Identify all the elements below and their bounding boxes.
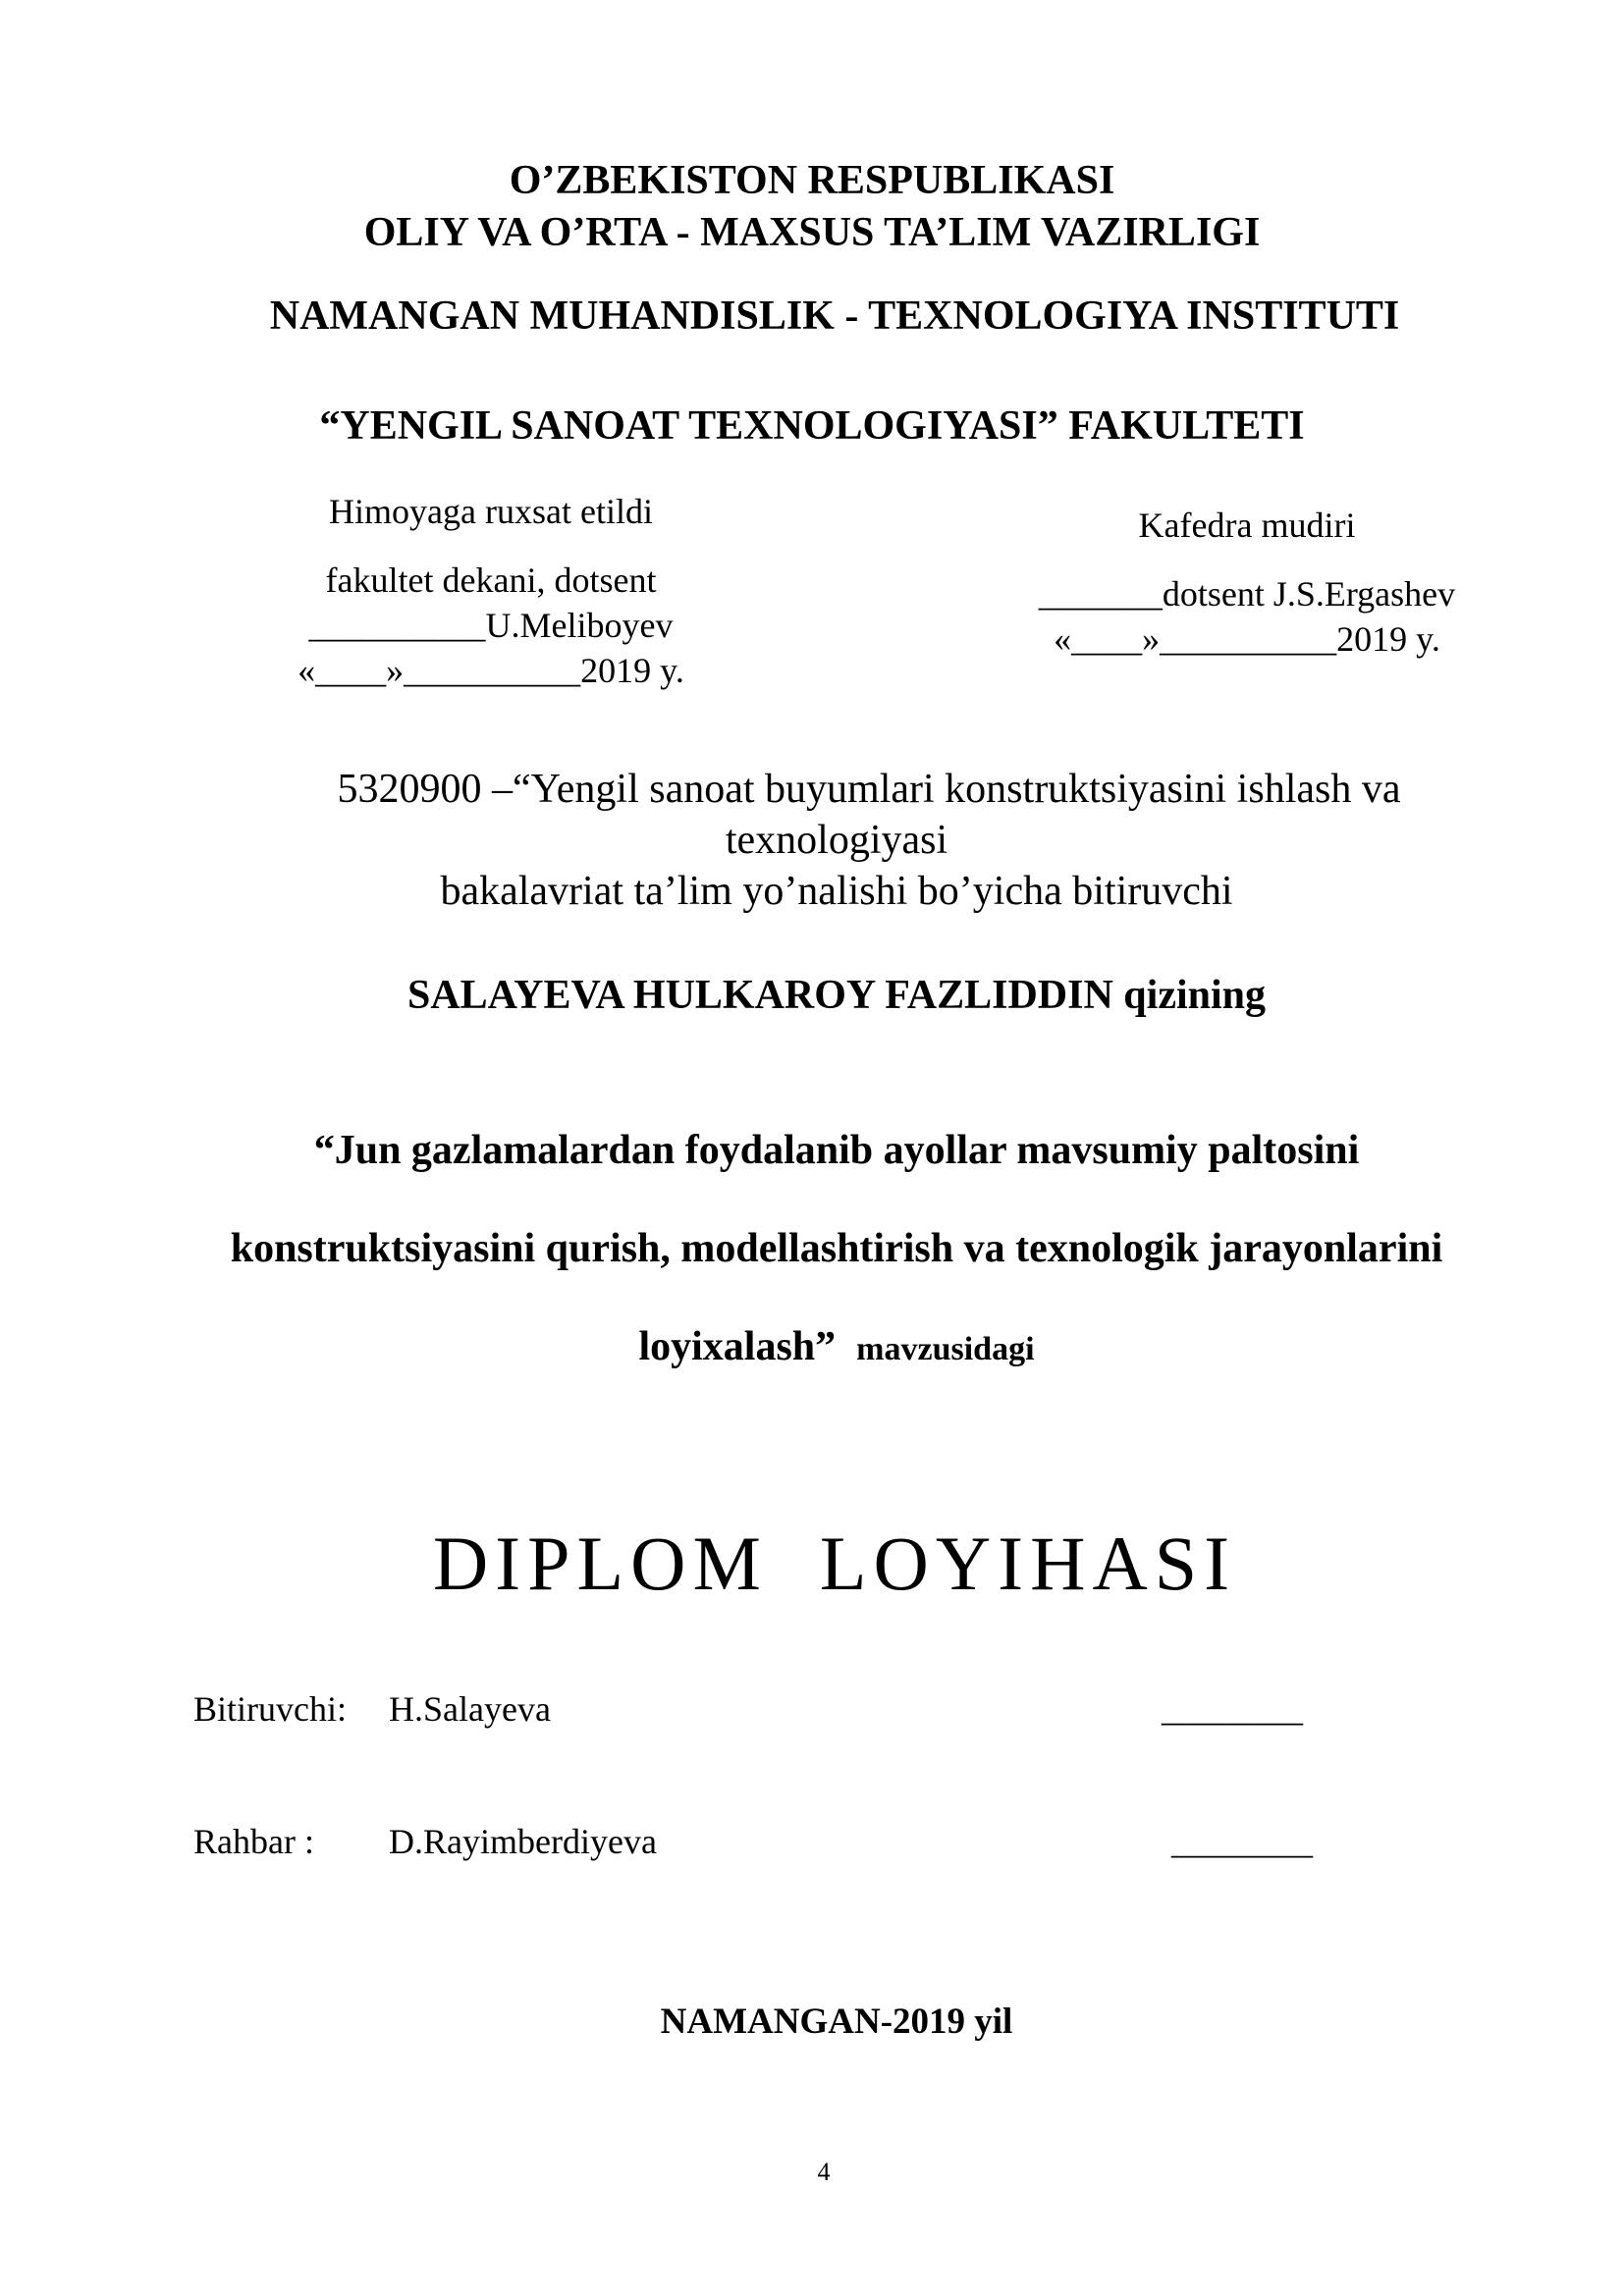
approval-left-signature: __________U.Meliboyev	[308, 606, 674, 645]
approval-left-line2: fakultet dekani, dotsent	[325, 561, 657, 600]
student-name: SALAYEVA HULKAROY FAZLIDDIN qizining	[406, 973, 1267, 1018]
specialty-line2: texnologiyasi	[725, 818, 948, 863]
supervisor-label: Rahbar :	[193, 1822, 314, 1861]
specialty-line3: bakalavriat ta’lim yo’nalishi bo’yicha bitiruvchi	[440, 869, 1233, 914]
topic-suffix: mavzusidagi	[856, 1331, 1035, 1367]
approval-left-line1: Himoyaga ruxsat etildi	[329, 492, 653, 531]
graduate-name: H.Salayeva	[389, 1689, 551, 1729]
ministry-title: OLIY VA O’RTA - MAXSUS TA’LIM VAZIRLIGI	[363, 210, 1261, 255]
approval-right	[992, 503, 1502, 662]
approval-left	[255, 489, 727, 693]
approval-right-date: «____»__________2019 y.	[1054, 619, 1440, 659]
supervisor-signature-line: ________	[1171, 1822, 1313, 1861]
page-number: 4	[817, 2158, 831, 2186]
graduate-label: Bitiruvchi:	[193, 1689, 347, 1729]
topic-line3-text: loyixalash”	[638, 1324, 837, 1369]
city-year: NAMANGAN-2019 yil	[660, 2002, 1013, 2042]
topic-line1: “Jun gazlamalardan foydalanib ayollar mavsumiy paltosini	[313, 1128, 1360, 1173]
supervisor-name: D.Rayimberdiyeva	[389, 1822, 657, 1861]
specialty-line1: 5320900 –“Yengil sanoat buyumlari konstruktsiyasini ishlash va	[337, 767, 1401, 812]
topic-line3	[25, 1323, 1624, 1370]
document-type-title: DIPLOM LOYIHASI	[432, 1521, 1237, 1606]
institute-title: NAMANGAN MUHANDISLIK - TEXNOLOGIYA INSTITUTI	[269, 294, 1400, 339]
faculty-title: “YENGIL SANOAT TEXNOLOGIYASI” FAKULTETI	[319, 403, 1305, 449]
approval-right-line1: Kafedra mudiri	[1138, 506, 1356, 545]
approval-left-date: «____»__________2019 y.	[298, 651, 684, 690]
graduate-signature-line: ________	[1162, 1689, 1303, 1729]
approval-right-signature: _______dotsent J.S.Ergashev	[1038, 574, 1456, 614]
republic-title: O’ZBEKISTON RESPUBLIKASI	[509, 158, 1115, 203]
topic-line2: konstruktsiyasini qurish, modellashtirish va texnologik jarayonlarini	[230, 1226, 1443, 1271]
